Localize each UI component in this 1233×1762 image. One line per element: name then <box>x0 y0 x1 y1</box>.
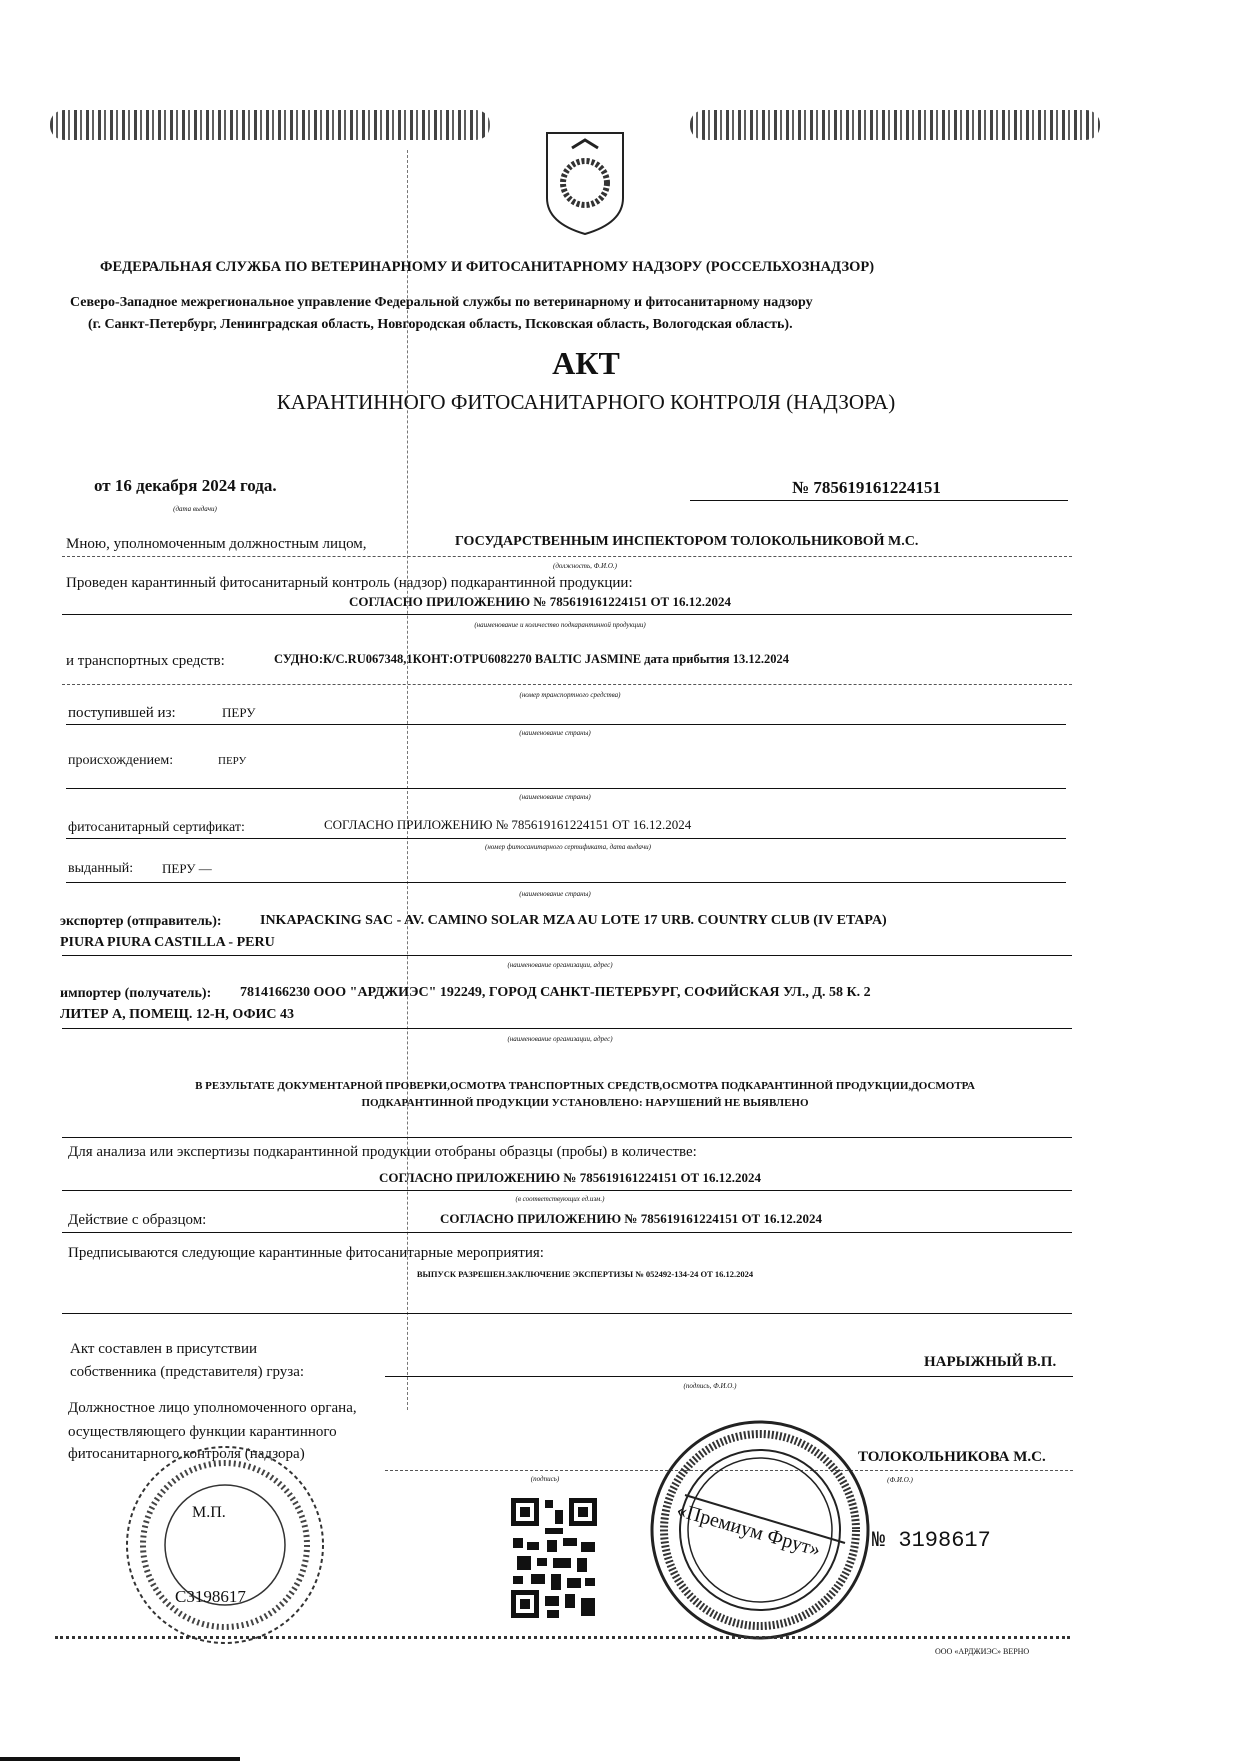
certificate-value: СОГЛАСНО ПРИЛОЖЕНИЮ № 785619161224151 ОТ 16.12.2024 <box>324 817 692 832</box>
owner-label-line1: Акт составлен в присутствии <box>70 1341 258 1357</box>
footer-line <box>55 1636 1070 1639</box>
seal-mp-label: М.П. <box>192 1504 226 1521</box>
certificate-caption: (номер фитосанитарного сертификата, дата выдачи) <box>484 843 652 851</box>
ornament-band-right <box>690 110 1100 140</box>
scan-edge <box>0 1757 240 1761</box>
owner-name: НАРЫЖНЫЙ В.П. <box>924 1354 1057 1370</box>
stamp-number: № 3198617 <box>872 1528 991 1553</box>
act-number: № 785619161224151 <box>792 478 941 497</box>
number-underline <box>690 500 1068 501</box>
inspector-value: ГОСУДАРСТВЕННЫМ ИНСПЕКТОРОМ ТОЛОКОЛЬНИКОВОЙ М.С. <box>455 534 919 549</box>
result-line1: В РЕЗУЛЬТАТЕ ДОКУМЕНТАРНОЙ ПРОВЕРКИ,ОСМОТРА ТРАНСПОРТНЫХ СРЕДСТВ,ОСМОТРА ПОДКАРАНТИННОЙ ПРОДУКЦИИ,ДОСМОТРА <box>195 1080 975 1092</box>
divider <box>62 1232 1072 1233</box>
origin-caption: (наименование страны) <box>519 793 591 801</box>
transport-label: и транспортных средств: <box>66 653 225 669</box>
importer-label: импортер (получатель): <box>60 986 212 1001</box>
official-seal <box>120 1440 330 1650</box>
origin-label: происхождением: <box>68 753 174 768</box>
official-name: ТОЛОКОЛЬНИКОВА М.С. <box>858 1449 1046 1465</box>
divider <box>62 1190 1072 1191</box>
divider <box>62 614 1072 615</box>
from-label: поступившей из: <box>68 705 176 721</box>
owner-label-line2: собственника (представителя) груза: <box>70 1364 305 1380</box>
owner-caption: (подпись, Ф.И.О.) <box>683 1382 737 1390</box>
samples-value: СОГЛАСНО ПРИЛОЖЕНИЮ № 785619161224151 ОТ 16.12.2024 <box>379 1170 761 1185</box>
inspector-label: Мною, уполномоченным должностным лицом, <box>66 536 367 552</box>
document-subtitle: КАРАНТИННОГО ФИТОСАНИТАРНОГО КОНТРОЛЯ (НАДЗОРА) <box>276 390 896 414</box>
importer-value-line2: ЛИТЕР А, ПОМЕЩ. 12-Н, ОФИС 43 <box>60 1007 295 1022</box>
divider <box>62 955 1072 956</box>
control-value: СОГЛАСНО ПРИЛОЖЕНИЮ № 785619161224151 ОТ 16.12.2024 <box>349 594 731 609</box>
divider <box>62 1028 1072 1029</box>
department-line2: (г. Санкт-Петербург, Ленинградская область, Новгородская область, Псковская область, Вологодская область). <box>88 317 793 332</box>
sample-action-label: Действие с образцом: <box>68 1212 207 1228</box>
divider <box>62 1137 1072 1138</box>
control-caption: (наименование и количество подкарантинной продукции) <box>474 621 646 629</box>
certificate-label: фитосанитарный сертификат: <box>68 820 245 835</box>
signature-caption: (подпись) <box>530 1475 560 1483</box>
divider <box>62 556 1072 557</box>
transport-value: СУДНО:К/С.RU067348,1КОНТ:OTPU6082270 BALTIC JASMINE дата прибытия 13.12.2024 <box>274 652 789 666</box>
issued-label: выданный: <box>68 861 134 876</box>
coat-of-arms-emblem <box>542 128 628 238</box>
footer-code: ООО «АРДЖИЭС» ВЕРНО <box>935 1647 1030 1656</box>
measures-label: Предписываются следующие карантинные фитосанитарные мероприятия: <box>68 1245 544 1261</box>
issued-caption: (наименование страны) <box>519 890 591 898</box>
exporter-value-line1: INKAPACKING SAC - AV. CAMINO SOLAR MZA AU LOTE 17 URB. COUNTRY CLUB (IV ETAPA) <box>260 913 887 928</box>
sample-action-value: СОГЛАСНО ПРИЛОЖЕНИЮ № 785619161224151 ОТ 16.12.2024 <box>440 1211 822 1226</box>
divider <box>62 1313 1072 1314</box>
control-label: Проведен карантинный фитосанитарный контроль (надзор) подкарантинной продукции: <box>66 575 633 591</box>
divider <box>62 684 1072 685</box>
qr-code[interactable] <box>511 1498 597 1618</box>
samples-caption: (в соответствующих ед.изм.) <box>515 1195 605 1203</box>
official-label-line3: фитосанитарного контроля (надзора) <box>68 1446 305 1462</box>
importer-value-line1: 7814166230 ООО "АРДЖИЭС" 192249, ГОРОД САНКТ-ПЕТЕРБУРГ, СОФИЙСКАЯ УЛ., Д. 58 К. 2 <box>240 985 871 1000</box>
date-caption: (дата выдачи) <box>173 505 217 513</box>
issued-value: ПЕРУ — <box>162 861 212 876</box>
department-line1: Северо-Западное межрегиональное управление Федеральной службы по ветеринарному и фитосанитарному надзору <box>70 295 813 310</box>
fold-line <box>407 150 408 1410</box>
transport-caption: (номер транспортного средства) <box>519 691 621 699</box>
from-value: ПЕРУ <box>222 705 256 720</box>
act-date: от 16 декабря 2024 года. <box>94 476 277 495</box>
official-label-line1: Должностное лицо уполномоченного органа, <box>68 1400 357 1416</box>
divider <box>66 882 1066 883</box>
agency-name: ФЕДЕРАЛЬНАЯ СЛУЖБА ПО ВЕТЕРИНАРНОМУ И ФИТОСАНИТАРНОМУ НАДЗОРУ (РОССЕЛЬХОЗНАДЗОР) <box>100 259 875 275</box>
divider <box>66 838 1066 839</box>
exporter-caption: (наименование организации, адрес) <box>507 961 613 969</box>
from-caption: (наименование страны) <box>519 729 591 737</box>
exporter-label: экспортер (отправитель): <box>60 914 222 929</box>
origin-value: ПЕРУ <box>218 755 247 767</box>
name-caption: (Ф.И.О.) <box>887 1476 913 1484</box>
exporter-value-line2: PIURA PIURA CASTILLA - PERU <box>60 935 275 950</box>
inspector-caption: (должность, Ф.И.О.) <box>553 562 617 570</box>
official-label-line2: осуществляющего функции карантинного <box>68 1424 337 1440</box>
document-title: АКТ <box>552 345 620 381</box>
importer-caption: (наименование организации, адрес) <box>507 1035 613 1043</box>
owner-signature-line <box>385 1376 1073 1377</box>
samples-label: Для анализа или экспертизы подкарантинной продукции отобраны образцы (пробы) в количестве: <box>68 1144 697 1160</box>
measures-value: ВЫПУСК РАЗРЕШЕН.ЗАКЛЮЧЕНИЕ ЭКСПЕРТИЗЫ № 052492-134-24 ОТ 16.12.2024 <box>416 1269 754 1279</box>
seal-number: С3198617 <box>175 1587 246 1606</box>
company-stamp-text: «Премиум Фрут» <box>674 1499 823 1562</box>
ornament-band-left <box>50 110 490 140</box>
divider <box>66 788 1066 789</box>
divider <box>66 724 1066 725</box>
result-line2: ПОДКАРАНТИННОЙ ПРОДУКЦИИ УСТАНОВЛЕНО: НАРУШЕНИЙ НЕ ВЫЯВЛЕНО <box>361 1097 809 1109</box>
